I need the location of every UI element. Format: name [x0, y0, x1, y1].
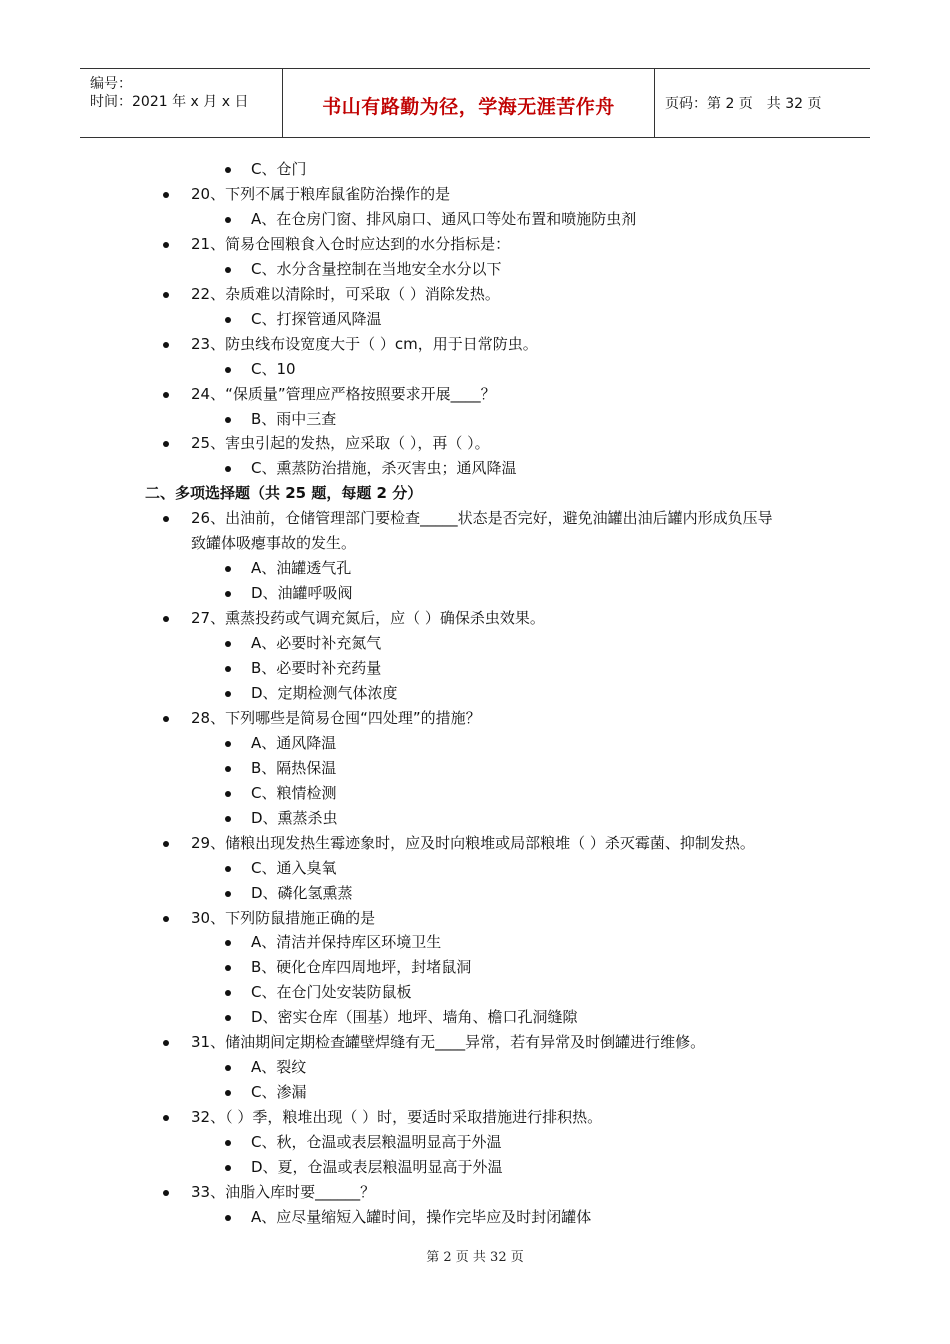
option-text: C、粮情检测 [251, 783, 337, 802]
header-motto-cell [283, 69, 655, 137]
bullet-icon [225, 891, 231, 897]
bullet-icon [225, 466, 231, 472]
bullet-icon [163, 516, 169, 522]
option-text: C、通入臭氧 [251, 858, 337, 877]
bullet-icon [225, 591, 231, 597]
question-text: 30、下列防鼠措施正确的是 [191, 908, 376, 927]
question-text: 32、（ ）季，粮堆出现（ ）时，要适时采取措施进行排积热。 [191, 1108, 603, 1127]
option-text: B、必要时补充药量 [251, 659, 382, 677]
question-text: 31、储油期间定期检查罐壁焊缝有无____异常，若有异常及时倒罐进行维修。 [191, 1033, 706, 1052]
question-text: 27、熏蒸投药或气调充氮后，应（ ）确保杀虫效果。 [191, 609, 545, 628]
document-date-label: 时间：2021 年 x 月 x 日 [90, 94, 249, 110]
option-text: D、定期检测气体浓度 [251, 683, 398, 702]
bullet-icon [225, 741, 231, 747]
question-text: 20、下列不属于粮库鼠雀防治操作的是 [191, 184, 451, 203]
bullet-icon [225, 816, 231, 822]
option-text: C、打探管通风降温 [251, 309, 382, 328]
option-text: A、通风降温 [251, 733, 337, 752]
header-page-info: 页码：第 2 页 共 32 页 [665, 96, 822, 112]
bullet-icon [225, 691, 231, 697]
bullet-icon [163, 292, 169, 298]
option-text: A、裂纹 [251, 1058, 307, 1077]
page-footer: 第 2 页 共 32 页 [426, 1250, 524, 1265]
bullet-icon [225, 965, 231, 971]
bullet-icon [163, 616, 169, 622]
question-text: 33、油脂入库时要______？ [191, 1182, 376, 1201]
question-continuation: 致罐体吸瘪事故的发生。 [191, 534, 357, 553]
question-text: 21、简易仓囤粮食入仓时应达到的水分指标是： [191, 234, 511, 253]
document-number-label: 编号： [90, 76, 132, 92]
bullet-icon [225, 666, 231, 672]
bullet-icon [163, 342, 169, 348]
bullet-icon [225, 1015, 231, 1021]
bullet-icon [163, 1190, 169, 1196]
option-text: D、熏蒸杀虫 [251, 808, 338, 827]
option-text: D、夏，仓温或表层粮温明显高于外温 [251, 1158, 503, 1176]
question-text: 24、“保质量”管理应严格按照要求开展____？ [191, 384, 496, 403]
bullet-icon [225, 1090, 231, 1096]
question-text: 22、杂质难以清除时，可采取（ ）消除发热。 [191, 284, 500, 303]
bullet-icon [163, 192, 169, 198]
bullet-icon [225, 940, 231, 946]
bullet-icon [225, 267, 231, 273]
header-motto: 书山有路勤为径，学海无涯苦作舟 [322, 96, 615, 118]
option-text: C、仓门 [251, 160, 307, 178]
bullet-icon [225, 641, 231, 647]
option-text: A、应尽量缩短入罐时间，操作完毕应及时封闭罐体 [251, 1207, 592, 1226]
bullet-icon [225, 317, 231, 323]
option-text: A、必要时补充氮气 [251, 634, 382, 653]
question-text: 25、害虫引起的发热，应采取（ ），再（ ）。 [191, 434, 490, 453]
bullet-icon [225, 990, 231, 996]
bullet-icon [163, 441, 169, 447]
bullet-icon [163, 242, 169, 248]
bullet-icon [225, 1140, 231, 1146]
option-text: B、雨中三查 [251, 409, 337, 428]
bullet-icon [225, 766, 231, 772]
question-text: 23、防虫线布设宽度大于（ ）cm，用于日常防虫。 [191, 334, 538, 353]
bullet-icon [225, 417, 231, 423]
page-header [80, 68, 870, 138]
bullet-icon [163, 916, 169, 922]
option-text: D、油罐呼吸阀 [251, 584, 353, 603]
option-text: C、水分含量控制在当地安全水分以下 [251, 259, 502, 278]
header-page-cell [655, 69, 870, 137]
question-text: 29、储粮出现发热生霉迹象时，应及时向粮堆或局部粮堆（ ）杀灭霉菌、抑制发热。 [191, 833, 755, 852]
option-text: C、渗漏 [251, 1083, 307, 1102]
option-text: D、磷化氢熏蒸 [251, 883, 353, 902]
bullet-icon [225, 1065, 231, 1071]
bullet-icon [225, 566, 231, 572]
option-text: B、隔热保温 [251, 758, 337, 777]
option-text: C、秋，仓温或表层粮温明显高于外温 [251, 1133, 502, 1152]
option-text: A、清洁并保持库区环境卫生 [251, 933, 442, 952]
option-text: C、10 [251, 359, 296, 378]
option-text: A、在仓房门窗、排风扇口、通风口等处布置和喷施防虫剂 [251, 209, 637, 228]
section-heading: 二、多项选择题（共 25 题，每题 2 分） [145, 484, 423, 503]
bullet-icon [163, 392, 169, 398]
bullet-icon [163, 1040, 169, 1046]
bullet-icon [225, 791, 231, 797]
bullet-icon [225, 1215, 231, 1221]
bullet-icon [225, 866, 231, 872]
bullet-icon [163, 1115, 169, 1121]
bullet-icon [163, 716, 169, 722]
question-text: 28、下列哪些是简易仓囤“四处理”的措施？ [191, 708, 481, 727]
question-text: 26、出油前，仓储管理部门要检查_____状态是否完好，避免油罐出油后罐内形成负压导 [191, 509, 773, 528]
bullet-icon [225, 1165, 231, 1171]
header-meta-cell [80, 69, 283, 137]
option-text: C、在仓门处安装防鼠板 [251, 983, 412, 1002]
option-text: A、油罐透气孔 [251, 559, 352, 578]
option-text: D、密实仓库（围基）地坪、墙角、檐口孔洞缝隙 [251, 1008, 578, 1027]
bullet-icon [225, 367, 231, 373]
bullet-icon [225, 167, 231, 173]
option-text: B、硬化仓库四周地坪，封堵鼠洞 [251, 958, 472, 977]
bullet-icon [225, 217, 231, 223]
bullet-icon [163, 841, 169, 847]
option-text: C、熏蒸防治措施，杀灭害虫；通风降温 [251, 459, 517, 478]
